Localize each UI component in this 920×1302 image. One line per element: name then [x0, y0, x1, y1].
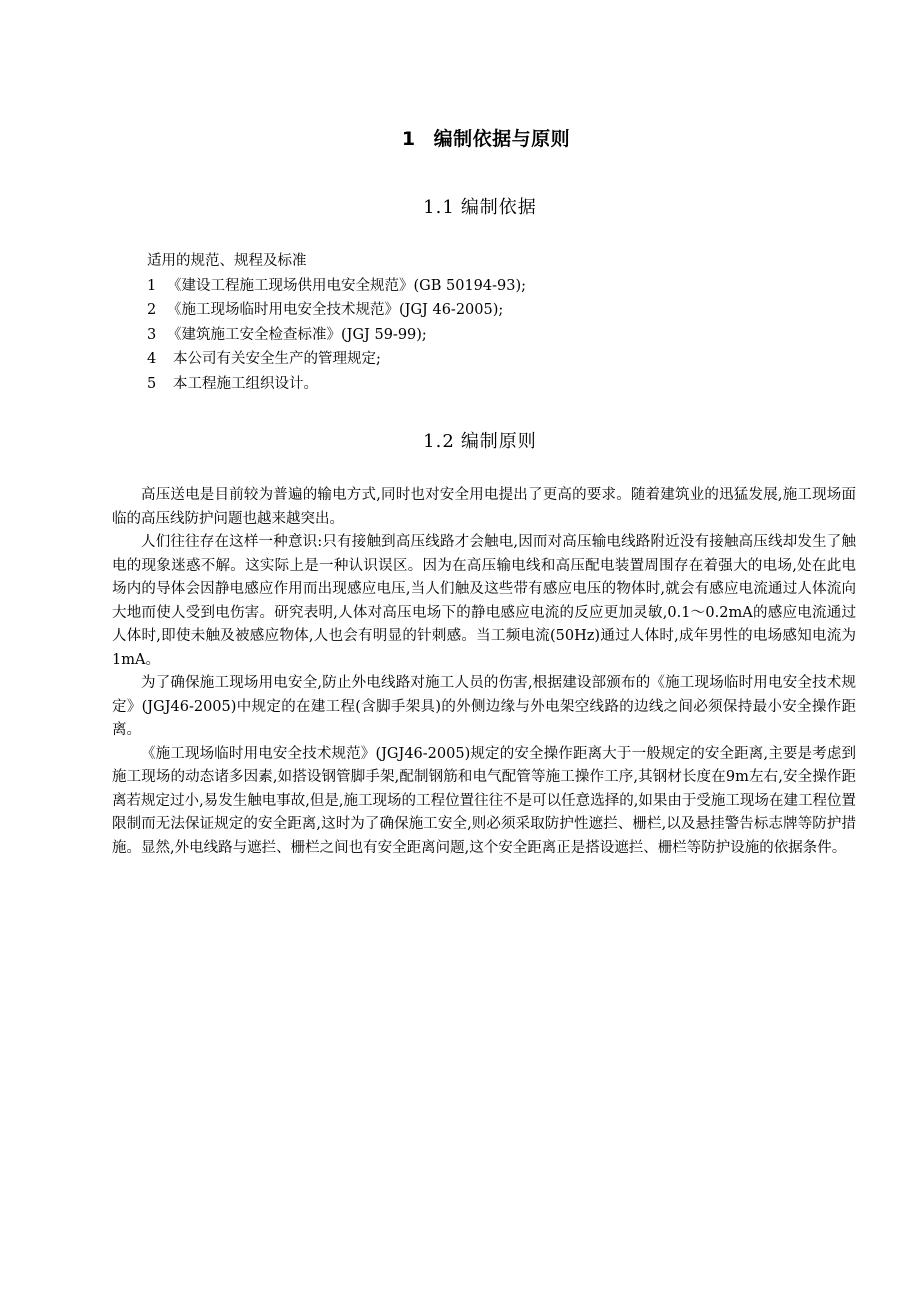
list-item-text: 《建筑施工安全检查标准》(JGJ 59-99); [167, 326, 427, 343]
list-item [147, 274, 847, 299]
list-item-number: 1 [147, 277, 157, 294]
section-number: 1.2 [423, 431, 455, 452]
list-item-number: 2 [147, 302, 157, 319]
list-item [147, 323, 847, 348]
list-item-text: 《施工现场临时用电安全技术规范》(JGJ 46-2005); [167, 302, 504, 319]
basis-intro: 适用的规范、规程及标准 [147, 253, 307, 269]
list-item-text: 本工程施工组织设计。 [173, 375, 318, 392]
section-title-basis [0, 193, 920, 219]
basis-list [147, 249, 847, 397]
list-item [147, 298, 847, 323]
list-item [147, 372, 847, 397]
list-item-number: 5 [147, 375, 157, 392]
chapter-title [0, 124, 920, 151]
list-item-number: 3 [147, 326, 157, 343]
list-item-number: 4 [147, 351, 157, 368]
section-title-text: 编制依据 [460, 197, 537, 218]
section-title-text: 编制原则 [460, 431, 537, 452]
principles-body [112, 484, 856, 860]
list-item-text: 《建设工程施工现场供用电安全规范》(GB 50194-93); [167, 277, 527, 294]
chapter-number: 1 [401, 128, 416, 150]
paragraph: 高压送电是目前较为普遍的输电方式,同时也对安全用电提出了更高的要求。随着建筑业的迅猛发展,施工现场面临的高压线防护问题也越来越突出。 [112, 487, 856, 527]
paragraph: 为了确保施工现场用电安全,防止外电线路对施工人员的伤害,根据建设部颁布的《施工现场临时用电安全技术规定》(JGJ46-2005)中规定的在建工程(含脚手架具)的外侧边缘与外电架空线路的边线之间必须保持最小安全操作距离。 [112, 675, 856, 738]
list-item-text: 本公司有关安全生产的管理规定; [173, 351, 381, 368]
section-title-principles [0, 427, 920, 453]
paragraph: 《施工现场临时用电安全技术规范》(JGJ46-2005)规定的安全操作距离大于一般规定的安全距离,主要是考虑到施工现场的动态诸多因素,如搭设钢管脚手架,配制钢筋和电气配管等施工操作工序,其钢材长度在9m左右,安全操作距离若规定过小,易发生触电事故,但是,施工现场的工程位置往往不是可以任意选择的,如果由于受施工现场在建工程位置限制而无法保证规定的安全距离,这时为了确保施工安全,则必须采取防护性遮拦、栅栏,以及悬挂警告标志牌等防护措施。显然,外电线路与遮拦、栅栏之间也有安全距离问题,这个安全距离正是搭设遮拦、栅栏等防护设施的依据条件。 [112, 745, 856, 856]
paragraph: 人们往往存在这样一种意识:只有接触到高压线路才会触电,因而对高压输电线路附近没有接触高压线却发生了触电的现象迷惑不解。这实际上是一种认识误区。因为在高压输电线和高压配电装置周围存在着强大的电场,处在此电场内的导体会因静电感应作用而出现感应电压,当人们触及这些带有感应电压的物体时,就会有感应电流通过人体流向大地而使人受到电伤害。研究表明,人体对高压电场下的静电感应电流的反应更加灵敏,0.1～0.2mA的感应电流通过人体时,即使未触及被感应物体,人也会有明显的针刺感。当工频电流(50Hz)通过人体时,成年男性的电场感知电流为1mA。 [112, 534, 856, 668]
list-item [147, 347, 847, 372]
chapter-title-text: 编制依据与原则 [433, 128, 571, 150]
section-number: 1.1 [423, 197, 455, 218]
